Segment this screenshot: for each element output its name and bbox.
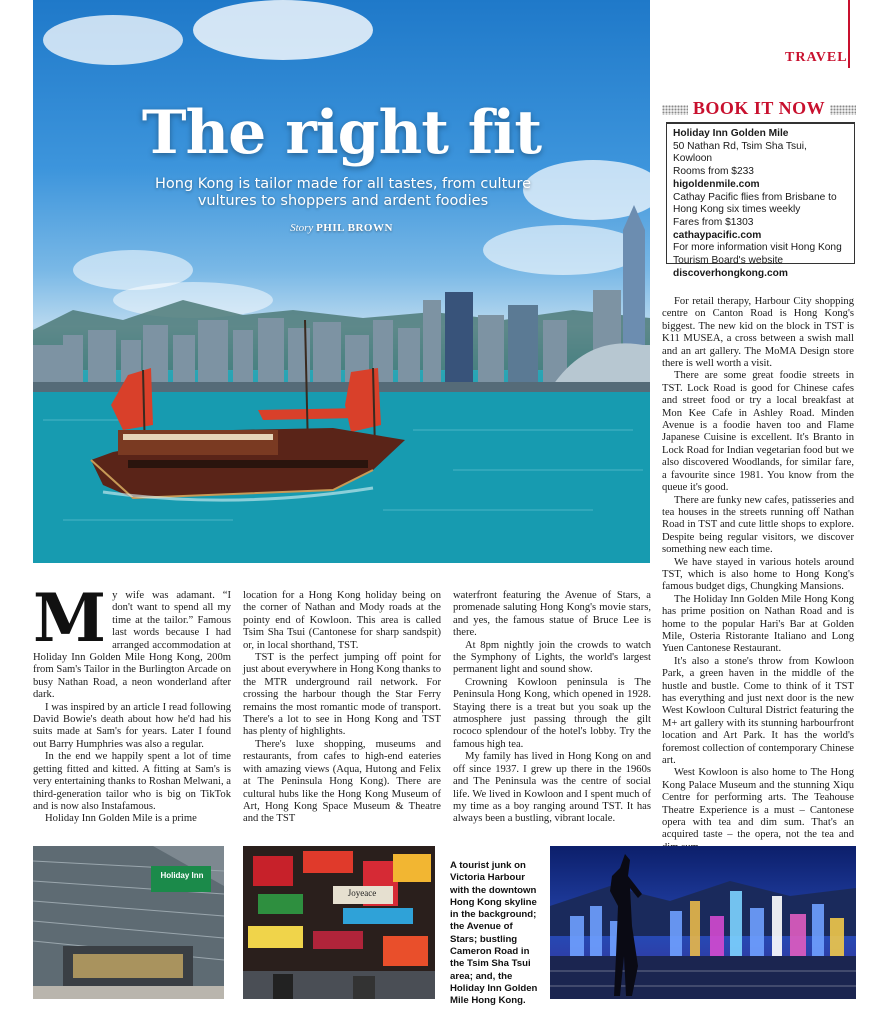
byline <box>33 222 650 234</box>
paragraph: In the end we happily spent a lot of time getting fitted and kitted. A fitting at Sam's is very entertaining thanks to Roshan Melwani, a third-generation tailor who is big on TikTok and is now also Instafamous. <box>33 751 231 812</box>
street-neon-illustration <box>243 846 435 999</box>
byline-label: Story <box>290 222 314 234</box>
headline: The right fit <box>141 98 542 168</box>
article-column-2 <box>243 590 441 826</box>
byline-author: PHIL BROWN <box>316 222 393 234</box>
paragraph: At 8pm nightly join the crowds to watch the Symphony of Lights, the world's largest permanent light and sound show. <box>453 639 651 676</box>
paragraph: There are funky new cafes, patisseries and tea houses in the streets running off Nathan Road in TST and cute little shops to explore. Despite being regular visitors, we discover something new each time. <box>662 494 854 556</box>
paragraph: There are some great foodie streets in TST. Lock Road is good for Chinese cafes and street food or try a local breakfast at Mon Kee Cafe in Ashley Road. Minden Avenue is a foodie haven too and Flame Japanese Cuisine is excellent. It's Branto in Lock Road for Indian vegetarian food but we also discovered Woodlands, for similar fare, a favourite since 1981. You know from the queue it's good. <box>662 370 854 494</box>
hero-photo <box>33 0 650 563</box>
article-column-4 <box>662 296 854 854</box>
info-url-link[interactable]: discoverhongkong.com <box>673 267 788 279</box>
paragraph: I was inspired by an article I read following David Bowie's death about how he'd had his suits made at Sam's for years. Later I found out Barry Humphries was also a regular. <box>33 701 231 750</box>
paragraph: Holiday Inn Golden Mile is a prime <box>45 813 197 825</box>
hotel-sign: Holiday Inn <box>160 871 204 880</box>
paragraph: West Kowloon is also home to The Hong Kong Palace Museum and the stunning Xiqu Centre for performing arts. The Teahouse Theatre Experience is a must – Cantonese opera with tea and dim sum. That's an acquired taste – the opera, not the tea and <box>662 767 854 841</box>
standfirst: Hong Kong is tailor made for all tastes, from culture vultures to shoppers and ardent foodies <box>154 176 532 209</box>
paragraph: location for a Hong Kong holiday being on the corner of Nathan and Mody roads at the pointy end of Kowloon. This area is called Tsim Sha Tsui (Cantonese for sharp sandspit) or, in local shorthand, TST. <box>243 590 441 651</box>
hotel-rate: Rooms from $233 <box>673 166 754 178</box>
cameron-road-photo <box>243 846 435 999</box>
paragraph: y wife was adamant. “I don't want to spend all my time at the tailor.” Famous last words because I had arranged accommodation at Holiday Inn Golden Mile Hong Kong, 200m from Sam's Tailor in the Burlington Arcade on busy Nathan Road, a neon wonderland after dark. <box>33 590 231 701</box>
paragraph: waterfront featuring the Avenue of Stars, a promenade saluting Hong Kong's movie stars, and yes, the famous statue of Bruce Lee is there. <box>453 590 651 639</box>
airline-fares: Fares from $1303 <box>673 216 754 228</box>
paragraph: Crowning Kowloon peninsula is The Peninsula Hong Kong, which opened in 1928. Staying there is a treat but you soak up the atmosphere just passing through the gilt rococo splendour of the hotel's lobby. Try the famous high tea. <box>453 676 651 750</box>
shop-sign: Joyeace <box>347 888 377 898</box>
dot-pattern <box>830 105 856 115</box>
dot-pattern <box>662 105 688 115</box>
paragraph: TST is the perfect jumping off point for just about everywhere in Hong Kong thanks to the MTR underground rail network. For crossing the harbour though the Star Ferry remains the most romantic mode of transport. There's a lot to see in Hong Kong and TST has plenty of highlights. <box>243 652 442 738</box>
hotel-address: 50 Nathan Rd, Tsim Sha Tsui, Kowloon <box>673 140 807 165</box>
paragraph: My family has lived in Hong Kong on and off since 1937. I grew up there in the 1960s and The Peninsula was the centre of social life. We lived in Kowloon and I spent much of my time as a boy ranging around TST. It has always been a bustling, vibrant locale. <box>453 751 651 825</box>
article-column-1 <box>33 579 231 826</box>
book-it-now-header <box>662 98 856 122</box>
article-column-3 <box>453 590 651 826</box>
paragraph: There's luxe shopping, museums and restaurants, from cafes to high-end eateries with amazing views (Aqua, Hutong and Felix at The Peninsula Hong Kong). There are cultural hubs like the Hong Kong Museum of Art, Hong Kong Space Museum & Theatre and the TST <box>243 738 441 825</box>
book-it-now-box <box>666 122 855 279</box>
hotel-name: Holiday Inn Golden Mile <box>673 128 789 139</box>
book-it-now-title: BOOK IT NOW <box>692 98 826 118</box>
night-skyline-illustration <box>550 846 856 999</box>
paragraph: For retail therapy, Harbour City shopping centre on Canton Road is Hong Kong's biggest. The new kid on the block in TST is K11 MUSEA, a cross between a swish mall and an art gallery. The MoMA Design store there is well worth a visit. <box>662 296 854 370</box>
hotel-building-illustration <box>33 846 224 999</box>
airline-line-2: Hong Kong six times weekly <box>673 204 801 216</box>
section-tag: TRAVEL <box>785 50 848 65</box>
airline-url-link[interactable]: cathaypacific.com <box>673 229 762 241</box>
airline-line-1: Cathay Pacific flies from Brisbane to <box>673 191 837 203</box>
drop-cap: M <box>33 579 107 657</box>
hotel-photo <box>33 846 224 999</box>
info-line-1: For more information visit Hong Kong <box>673 242 842 254</box>
hotel-url-link[interactable]: higoldenmile.com <box>673 178 760 190</box>
section-rule <box>848 0 850 68</box>
avenue-of-stars-photo <box>550 846 856 999</box>
harbour-junk-illustration <box>33 0 650 563</box>
info-line-2: Tourism Board's website <box>673 255 784 267</box>
paragraph: It's also a stone's throw from Kowloon Park, a green haven in the middle of the hustle and bustle. Come to think of it TST has everything and just next door is the new West Kowloon Cultural District featuring the M+ art gallery with its stunning harbourfront location and Art Park. It has the world's foremost collection of contemporary Chinese art. <box>662 655 854 767</box>
photo-caption: A tourist junk on Victoria Harbour with the downtown Hong Kong skyline in the background; the Avenue of Stars; bustling Cameron Road in the Tsim Sha Tsui area; and, the Holiday Inn Golden Mile Hong Kong. <box>450 860 538 1007</box>
paragraph: We have stayed in various hotels around TST, which is also home to Hong Kong's famous budget digs, Chungking Mansions. <box>662 556 854 593</box>
paragraph: The Holiday Inn Golden Mile Hong Kong has prime position on Nathan Road and is home to the popular Hari's Bar at Golden Mile, Osteria Ristorante Italiano and Long Yuen Cantonese Restaurant. <box>662 593 854 655</box>
